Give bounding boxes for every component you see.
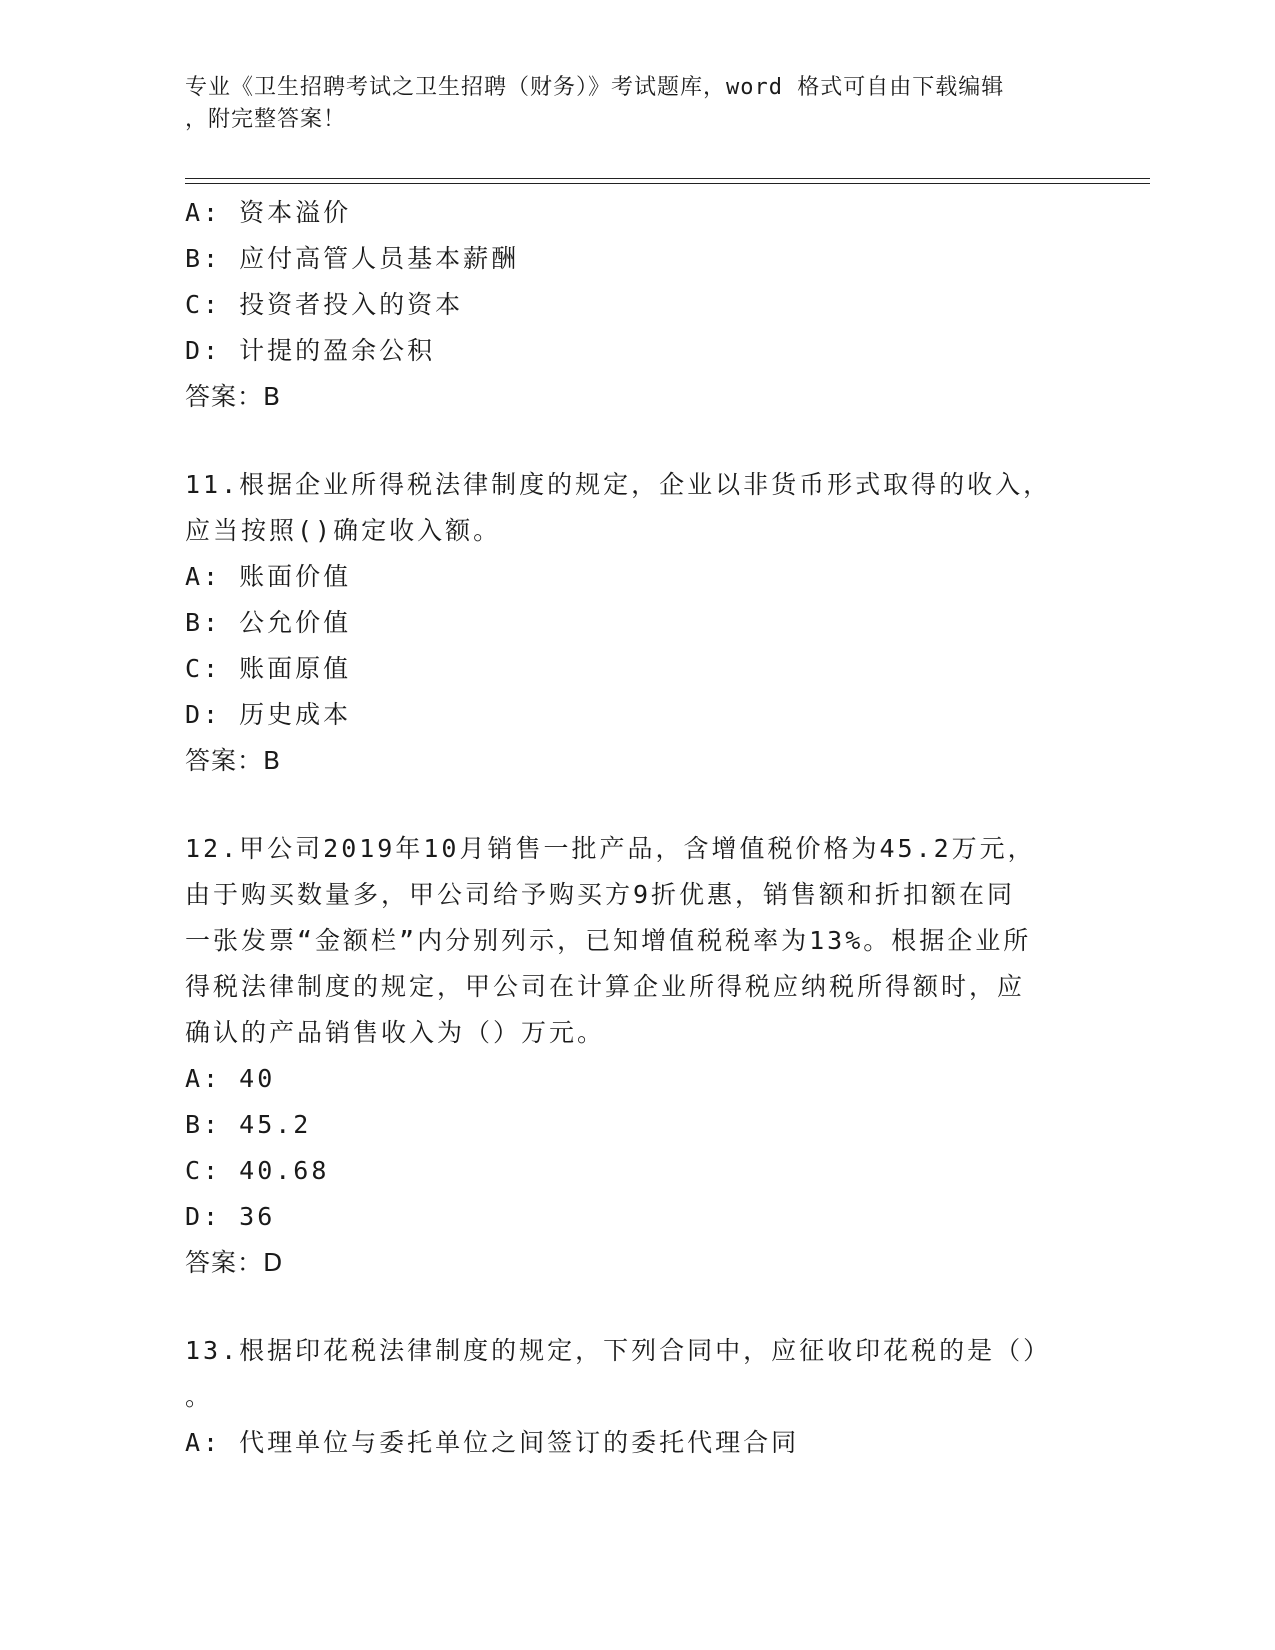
- option-a: A: 代理单位与委托单位之间签订的委托代理合同: [185, 1428, 800, 1457]
- option-c: C: 投资者投入的资本: [185, 290, 464, 319]
- document-header: [185, 72, 1085, 136]
- question-13: [185, 1328, 1085, 1466]
- option-d: D: 36: [185, 1202, 276, 1231]
- option-c: C: 账面原值: [185, 654, 352, 683]
- header-divider-top: [185, 178, 1150, 179]
- question-text-line: 11.根据企业所得税法律制度的规定，企业以非货币形式取得的收入，: [185, 470, 1052, 499]
- question-text-line: 确认的产品销售收入为（）万元。: [185, 1018, 606, 1047]
- option-a: A: 40: [185, 1064, 276, 1093]
- spacer: [185, 420, 1085, 462]
- question-text-line: 。: [185, 1382, 214, 1411]
- answer-line: 答案：B: [185, 382, 282, 411]
- option-d: D: 历史成本: [185, 700, 352, 729]
- header-title-line1: 专业《卫生招聘考试之卫生招聘（财务）》考试题库，word 格式可自由下载编辑: [185, 75, 1005, 100]
- answer-line: 答案：D: [185, 1248, 284, 1277]
- header-divider-bottom: [185, 183, 1150, 184]
- question-11: [185, 462, 1085, 784]
- option-a: A: 账面价值: [185, 562, 352, 591]
- option-b: B: 45.2: [185, 1110, 312, 1139]
- question-list: [185, 190, 1085, 1466]
- question-text-line: 应当按照()确定收入额。: [185, 516, 502, 545]
- option-c: C: 40.68: [185, 1156, 330, 1185]
- spacer: [185, 784, 1085, 826]
- option-b: B: 应付高管人员基本薪酬: [185, 244, 520, 273]
- question-text-line: 12.甲公司2019年10月销售一批产品，含增值税价格为45.2万元，: [185, 834, 1036, 863]
- question-12: [185, 826, 1085, 1286]
- spacer: [185, 1286, 1085, 1328]
- header-title-line2: ，附完整答案！: [185, 107, 347, 132]
- option-a: A: 资本溢价: [185, 198, 352, 227]
- question-prev: [185, 190, 1085, 420]
- option-b: B: 公允价值: [185, 608, 352, 637]
- question-text-line: 一张发票“金额栏”内分别列示，已知增值税税率为13%。根据企业所: [185, 926, 1032, 955]
- option-d: D: 计提的盈余公积: [185, 336, 436, 365]
- question-text-line: 由于购买数量多，甲公司给予购买方9折优惠，销售额和折扣额在同: [185, 880, 1016, 909]
- question-text-line: 13.根据印花税法律制度的规定，下列合同中，应征收印花税的是（）: [185, 1336, 1052, 1365]
- answer-line: 答案：B: [185, 746, 282, 775]
- question-text-line: 得税法律制度的规定，甲公司在计算企业所得税应纳税所得额时，应: [185, 972, 1026, 1001]
